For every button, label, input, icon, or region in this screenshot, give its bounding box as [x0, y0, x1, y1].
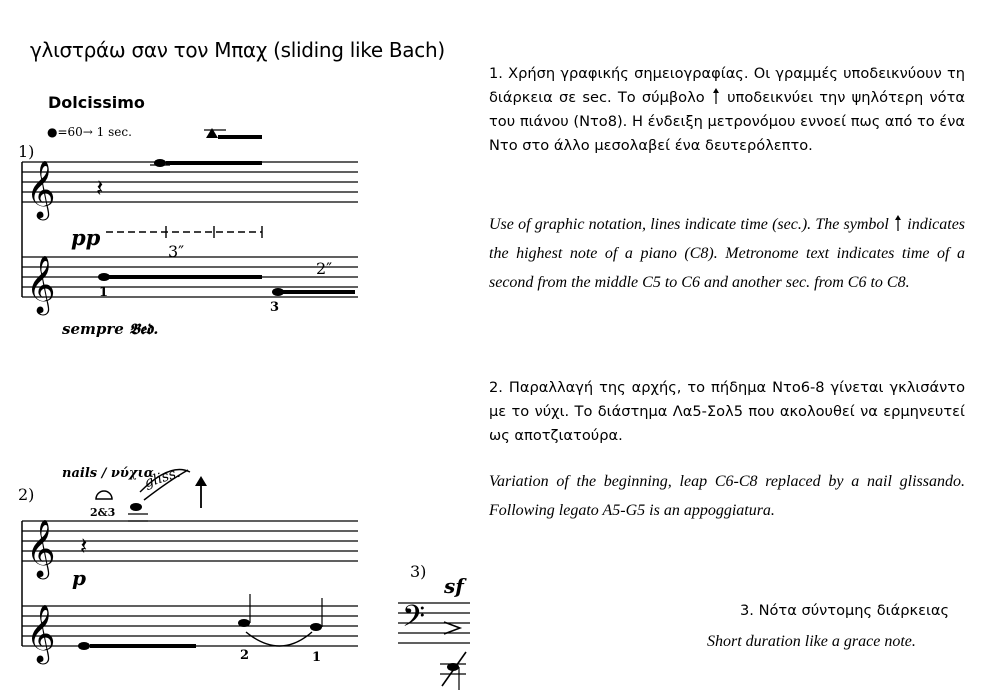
fingering-label: 2&3	[90, 506, 116, 519]
example-3-label: 3)	[410, 562, 427, 581]
example-2-label: 2)	[18, 485, 35, 504]
gliss-label: gliss.	[142, 464, 183, 492]
example-1-notation	[22, 128, 358, 316]
treble-clef-icon: 𝄞	[26, 255, 56, 313]
fingering-label: 1	[99, 285, 109, 300]
dynamic-marking: p	[72, 566, 86, 590]
note-head	[310, 623, 322, 631]
accent-icon	[444, 622, 460, 634]
paragraph-2-greek: 2. Παραλλαγή της αρχής, το πήδημα Ντο6-8 γίνεται γκλισάντο με το νύχι. Το διάστημα Λα5-Σολ5 που ακολουθεί να ερμηνευτεί ως αποτζιατούρα.	[489, 379, 965, 444]
grace-slash	[442, 652, 466, 686]
note-head	[78, 642, 90, 650]
staff-lines-treble-3	[22, 521, 358, 561]
bass-clef-icon: 𝄢	[402, 600, 426, 641]
dynamic-marking: pp	[71, 225, 101, 250]
slur	[246, 632, 312, 646]
technique-label: nails / νύχια	[62, 466, 154, 481]
pedal-marking: sempre 𝕭𝖊𝖉.	[62, 320, 159, 338]
staff-lines-treble-1	[22, 162, 358, 202]
rest-icon: 𝄽	[96, 174, 104, 202]
paragraph-1-english: Use of graphic notation, lines indicate time (sec.). The symbol indicates the highest note of a piano (C8). Metronome text indicates time of a second from the middle C5 to C6 and another sec. from C6 to C8.	[489, 216, 966, 291]
staff-lines-treble-4	[22, 606, 358, 646]
treble-clef-icon: 𝄞	[26, 519, 56, 577]
note-head	[154, 159, 166, 167]
paragraph-1-greek: 1. Χρήση γραφικής σημειογραφίας. Οι γραμμές υποδεικνύουν τη διάρκεια σε sec. Το σύμβολο υποδεικνύει την ψηλότερη νότα του πιάνου (Ντο8). Η ένδειξη μετρονόμου εννοεί πως από το ένα Ντο στο άλλο μεσολαβεί ένα δευτερόλεπτο.	[489, 65, 965, 154]
fingering-label: 2	[240, 648, 250, 663]
note-icon: ●	[47, 125, 58, 139]
paragraph-2-english: Variation of the beginning, leap C6-C8 replaced by a nail glissando. Following legato A5-G5 is an appoggiatura.	[489, 473, 965, 519]
fermata-icon	[96, 491, 112, 499]
arrow-up-icon	[713, 88, 719, 104]
duration-label: 2″	[316, 259, 333, 278]
treble-clef-icon: 𝄞	[26, 160, 56, 218]
treble-clef-icon: 𝄞	[26, 604, 56, 662]
paragraph-3-english: Short duration like a grace note.	[707, 633, 916, 650]
tempo-marking: Dolcissimo	[48, 93, 145, 112]
fingering-label: 1	[312, 650, 322, 665]
fingering-label: 3	[270, 300, 280, 315]
duration-label: 3″	[168, 242, 185, 261]
dynamic-marking: sf	[444, 574, 464, 598]
note-head	[238, 619, 250, 627]
metronome-marking: ●=60→ 1 sec.	[47, 125, 132, 139]
arrow-up-icon	[895, 215, 901, 231]
note-head	[130, 503, 142, 511]
example-3-notation	[398, 600, 470, 690]
page-title: γλιστράω σαν τον Μπαχ (sliding like Bach)	[30, 38, 445, 62]
rest-icon: 𝄽	[80, 532, 88, 560]
paragraph-3-greek: 3. Νότα σύντομης διάρκειας	[740, 602, 950, 619]
example-1-label: 1)	[18, 142, 35, 161]
